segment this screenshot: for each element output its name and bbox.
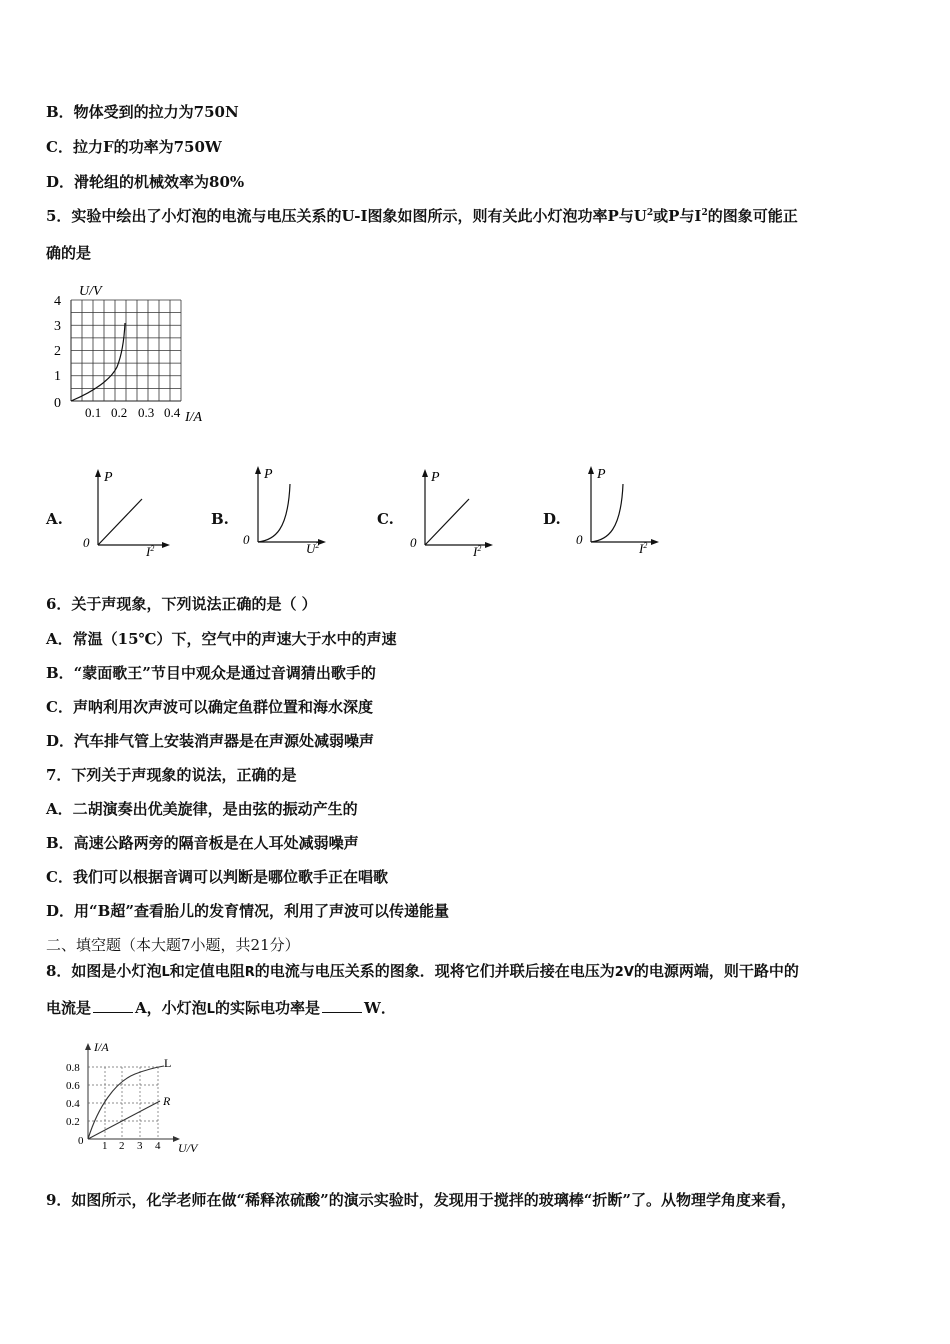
q8-xtick-1: 1 <box>102 1140 108 1152</box>
q5-stem-part1: 5．实验中绘出了小灯泡的电流与电压关系的U-I图象如图所示，则有关此小灯泡功率P与U <box>46 207 647 225</box>
q8-ylabel: I/A <box>94 1040 109 1054</box>
q5-ui-graph <box>45 283 220 428</box>
q5-option-c-graph <box>407 463 497 558</box>
q5-c-ylabel: P <box>431 470 440 485</box>
q5-a-xlabel <box>145 544 154 559</box>
q5-b-xlabel <box>306 541 319 556</box>
q5-a-y-arrow <box>95 469 101 477</box>
q5-c-xlabel-sup: 2 <box>477 544 482 553</box>
q5-b-y-arrow <box>255 466 261 474</box>
q5-ui-xlabel: I/A <box>185 410 203 425</box>
q5-stem-sup2: 2 <box>701 208 708 218</box>
q5-ui-ytick-3: 3 <box>54 319 61 334</box>
q5-stem-part3: 的图象可能正 <box>707 207 798 225</box>
q8-l2b: A，小灯泡 <box>135 999 207 1017</box>
q8-L: L <box>161 965 170 980</box>
q5-stem <box>46 205 798 226</box>
q7-option-a: A．二胡演奏出优美旋律，是由弦的振动产生的 <box>46 800 358 818</box>
q8-ytick-0: 0 <box>78 1135 84 1147</box>
q5-stem-part2: 或P与I <box>653 207 702 225</box>
q5-ui-ytick-2: 2 <box>54 344 61 359</box>
q7-stem: 7．下列关于声现象的说法，正确的是 <box>46 766 297 784</box>
q5-a-x-arrow <box>162 542 170 548</box>
q5-c-x-arrow <box>485 542 493 548</box>
q8-xtick-3: 3 <box>137 1140 143 1152</box>
q5-ui-ytick-1: 1 <box>54 369 61 384</box>
q5-d-y-arrow <box>588 466 594 474</box>
q6-option-d: D．汽车排气管上安装消声器是在声源处减弱噪声 <box>46 732 375 750</box>
q5-d-xlabel-sup: 2 <box>643 541 648 550</box>
q5-a-curve <box>98 499 142 545</box>
q8-stem-line2 <box>46 997 396 1018</box>
q8-ytick-04: 0.4 <box>66 1098 80 1110</box>
q5-stem-line2: 确的是 <box>46 244 92 262</box>
q5-b-ylabel: P <box>264 467 273 482</box>
q5-d-origin: 0 <box>576 532 583 547</box>
q8-blank-power[interactable] <box>322 998 362 1013</box>
q8-iu-graph <box>60 1037 220 1157</box>
q5-option-d-graph <box>573 460 663 555</box>
q5-ui-ytick-4: 4 <box>54 294 61 309</box>
q5-b-xlabel-base: U <box>306 541 316 556</box>
q8-line-r <box>88 1101 160 1139</box>
q5-a-origin: 0 <box>83 535 90 550</box>
section-2-title: 二、填空题（本大题7小题，共21分） <box>46 936 300 954</box>
q8-voltage: 2V <box>614 965 634 980</box>
q5-option-b-label: B. <box>211 510 229 528</box>
q5-d-xlabel <box>638 541 647 556</box>
q5-option-d-label: D. <box>543 510 561 528</box>
q5-ui-xtick-01: 0.1 <box>85 405 102 420</box>
q5-c-y-arrow <box>422 469 428 477</box>
q4-option-d: D．滑轮组的机械效率为80% <box>46 173 245 191</box>
q5-b-xlabel-sup: 2 <box>315 541 320 550</box>
q5-option-c-label: C. <box>377 510 394 528</box>
q9-stem: 9．如图所示，化学老师在做“稀释浓硫酸”的演示实验时，发现用于搅拌的玻璃棒“折断”了。从物理学角度来看， <box>46 1191 796 1209</box>
q5-ui-curve <box>71 323 125 401</box>
q7-option-d: D．用“B超”查看胎儿的发育情况，利用了声波可以传递能量 <box>46 902 449 920</box>
q8-ytick-02: 0.2 <box>66 1116 80 1128</box>
q6-option-b: B．“蒙面歌王”节目中观众是通过音调猜出歌手的 <box>46 664 376 682</box>
q5-ui-ylabel: U/V <box>79 284 102 299</box>
q8-R: R <box>244 965 255 980</box>
q8-l2L: L <box>206 1002 215 1017</box>
q8-l2d: W． <box>363 999 396 1017</box>
q8-p2: 和定值电阻 <box>169 962 245 980</box>
q8-l2a: 电流是 <box>46 999 92 1017</box>
q8-l2c: 的实际电功率是 <box>214 999 320 1017</box>
q5-d-curve <box>591 484 623 542</box>
q5-c-origin: 0 <box>410 535 417 550</box>
q8-curve-l <box>88 1066 164 1139</box>
q8-blank-current[interactable] <box>93 998 133 1013</box>
q5-c-xlabel <box>472 544 481 559</box>
q5-ui-xtick-04: 0.4 <box>164 405 181 420</box>
q5-c-xlabel-base: I <box>473 544 478 559</box>
q7-option-c: C．我们可以根据音调可以判断是哪位歌手正在唱歌 <box>46 868 388 886</box>
q5-ui-ytick-0: 0 <box>54 396 61 411</box>
q5-option-a-label: A. <box>46 510 63 528</box>
q8-xtick-4: 4 <box>155 1140 161 1152</box>
q6-option-c: C．声呐利用次声波可以确定鱼群位置和海水深度 <box>46 698 373 716</box>
q8-p3: 的电流与电压关系的图象．现将它们并联后接在电压为 <box>254 962 615 980</box>
q8-p4: 的电源两端，则干路中的 <box>633 962 799 980</box>
q5-d-ylabel: P <box>597 467 606 482</box>
q5-a-xlabel-base: I <box>146 544 151 559</box>
q8-stem-line1 <box>46 960 799 981</box>
q5-option-a-graph <box>80 463 170 558</box>
q8-ytick-06: 0.6 <box>66 1080 80 1092</box>
q6-stem: 6．关于声现象，下列说法正确的是（ ） <box>46 595 317 613</box>
q5-d-x-arrow <box>651 539 659 545</box>
q8-dashed-grid <box>88 1067 158 1139</box>
q5-a-xlabel-sup: 2 <box>150 544 155 553</box>
q5-ui-xtick-02: 0.2 <box>111 405 128 420</box>
q5-b-origin: 0 <box>243 532 250 547</box>
q8-xlabel: U/V <box>178 1141 198 1155</box>
q5-option-b-graph <box>240 460 330 555</box>
q7-option-b: B．高速公路两旁的隔音板是在人耳处减弱噪声 <box>46 834 359 852</box>
q8-ytick-08: 0.8 <box>66 1062 80 1074</box>
q8-curve-l-label: L <box>164 1056 172 1070</box>
q8-y-arrow <box>85 1043 91 1050</box>
q5-stem-sup1: 2 <box>646 208 654 218</box>
q5-b-curve <box>258 484 290 542</box>
q6-option-a: A．常温（15℃）下，空气中的声速大于水中的声速 <box>46 630 397 648</box>
q5-d-xlabel-base: I <box>639 541 644 556</box>
q4-option-c: C．拉力F的功率为750W <box>46 138 222 156</box>
q5-c-curve <box>425 499 469 545</box>
q8-xtick-2: 2 <box>119 1140 125 1152</box>
q8-line-r-label: R <box>163 1094 171 1108</box>
q4-option-b: B．物体受到的拉力为750N <box>46 103 239 121</box>
q8-p1: 8．如图是小灯泡 <box>46 962 162 980</box>
q5-ui-xtick-03: 0.3 <box>138 405 155 420</box>
q5-a-ylabel: P <box>104 470 113 485</box>
q5-ui-gridlines <box>71 300 181 401</box>
